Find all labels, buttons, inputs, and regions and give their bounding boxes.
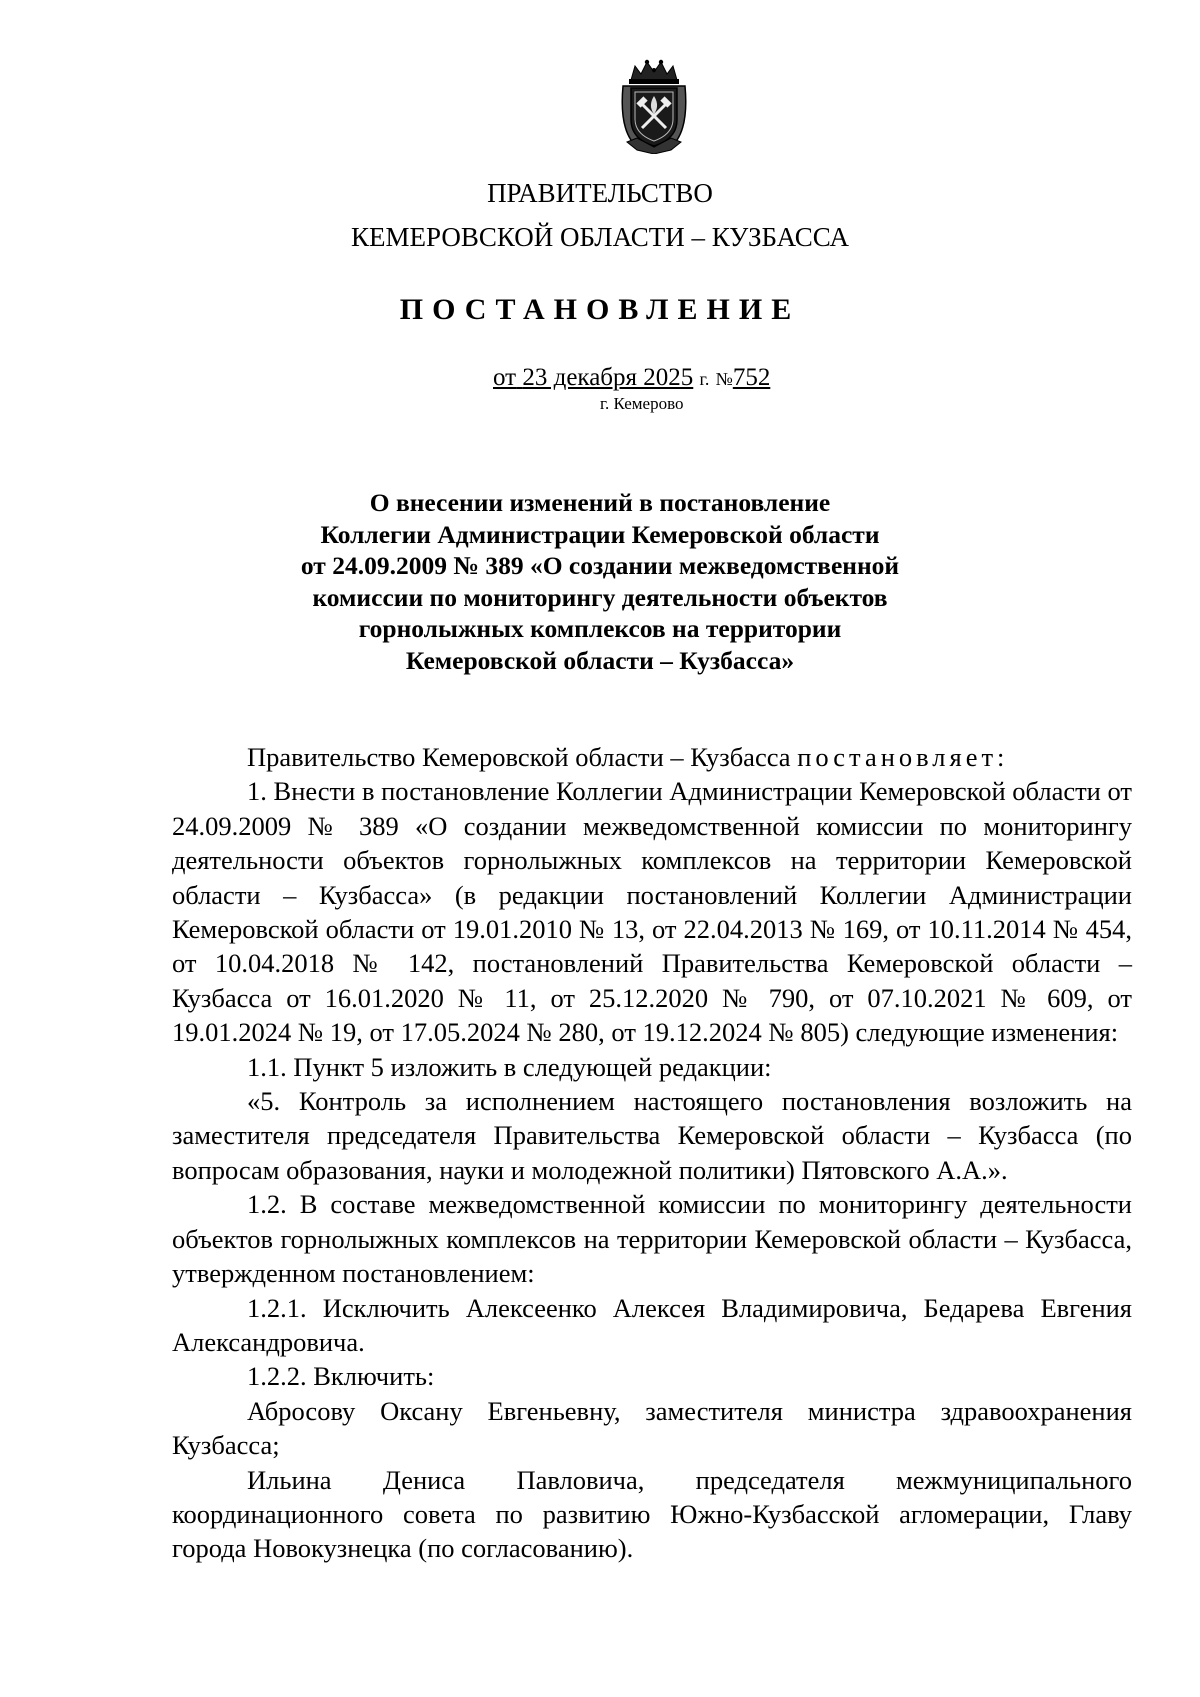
document-body [172, 740, 1132, 1566]
document-city: г. Кемерово [600, 394, 684, 413]
body-paragraph: Ильина Дениса Павловича, председателя межмуниципального координационного совета по развитию Южно-Кузбасской агломерации, Главу города Новокузнецка (по согласованию). [172, 1464, 1132, 1564]
title-line: Коллегии Администрации Кемеровской области [320, 519, 880, 549]
decree-word: постановляет: [797, 742, 1009, 772]
intro-text: Правительство Кемеровской области – Кузбасса [247, 742, 791, 772]
date-text: 23 декабря 2025 [522, 364, 694, 391]
body-paragraph: «5. Контроль за исполнением настоящего постановления возложить на заместителя председателя Правительства Кемеровской области – Кузбасса (по вопросам образования, науки и молодежной политики) Пятовского А.А.». [172, 1086, 1132, 1185]
intro-paragraph [172, 740, 1132, 774]
body-paragraph: 1. Внести в постановление Коллегии Администрации Кемеровской области от 24.09.2009 № 389 «О создании межведомственной комиссии по мониторингу деятельности объектов горнолыжных комплексов на территории Кемеровской области – Кузбасса» (в редакции постановлений Коллегии Администрации Кемеровской области от 19.01.2010 № 13, от 22.04.2013 № 169, от 10.11.2014 № 454, от 10.04.2018 № 142, постановлений Правительства Кемеровской области – Кузбасса от 16.01.2020 № 11, от 25.12.2020 № 790, от 07.10.2021 № 609, от 19.01.2024 № 19, от 17.05.2024 № 280, от 19.12.2024 № 805) следующие изменения: [172, 776, 1132, 1048]
organization-name-line1: ПРАВИТЕЛЬСТВО [487, 178, 713, 208]
body-paragraph: 1.2.2. Включить: [247, 1361, 435, 1392]
year-suffix: г. [699, 369, 710, 389]
document-number: 752 [732, 364, 771, 391]
organization-name-line2: КЕМЕРОВСКОЙ ОБЛАСТИ – КУЗБАССА [351, 222, 849, 252]
document-date [493, 364, 693, 391]
title-line: от 24.09.2009 № 389 «О создании межведомственной [300, 551, 900, 580]
document-date-number [493, 363, 770, 394]
body-paragraph: Абросову Оксану Евгеньевну, заместителя министра здравоохранения Кузбасса; [172, 1395, 1132, 1461]
number-sign: № [715, 369, 733, 389]
title-line: комиссии по мониторингу деятельности объектов [312, 582, 888, 612]
body-paragraph: 1.2.1. Исключить Алексеенко Алексея Владимировича, Бедарева Евгения Александровича. [172, 1292, 1132, 1357]
title-line: О внесении изменений в постановление [369, 488, 831, 517]
title-line: Кемеровской области – Кузбасса» [405, 645, 795, 675]
body-paragraph: 1.2. В составе межведомственной комиссии по мониторингу деятельности объектов горнолыжных комплексов на территории Кемеровской области – Кузбасса, утвержденном постановлением: [172, 1189, 1132, 1289]
document-type-heading: ПОСТАНОВЛЕНИЕ [399, 293, 801, 326]
body-paragraph: 1.1. Пункт 5 изложить в следующей редакции: [247, 1051, 772, 1082]
date-prefix: от [493, 364, 517, 391]
document-title [0, 487, 1200, 676]
coat-of-arms-emblem [617, 58, 691, 154]
title-line: горнолыжных комплексов на территории [358, 614, 842, 643]
